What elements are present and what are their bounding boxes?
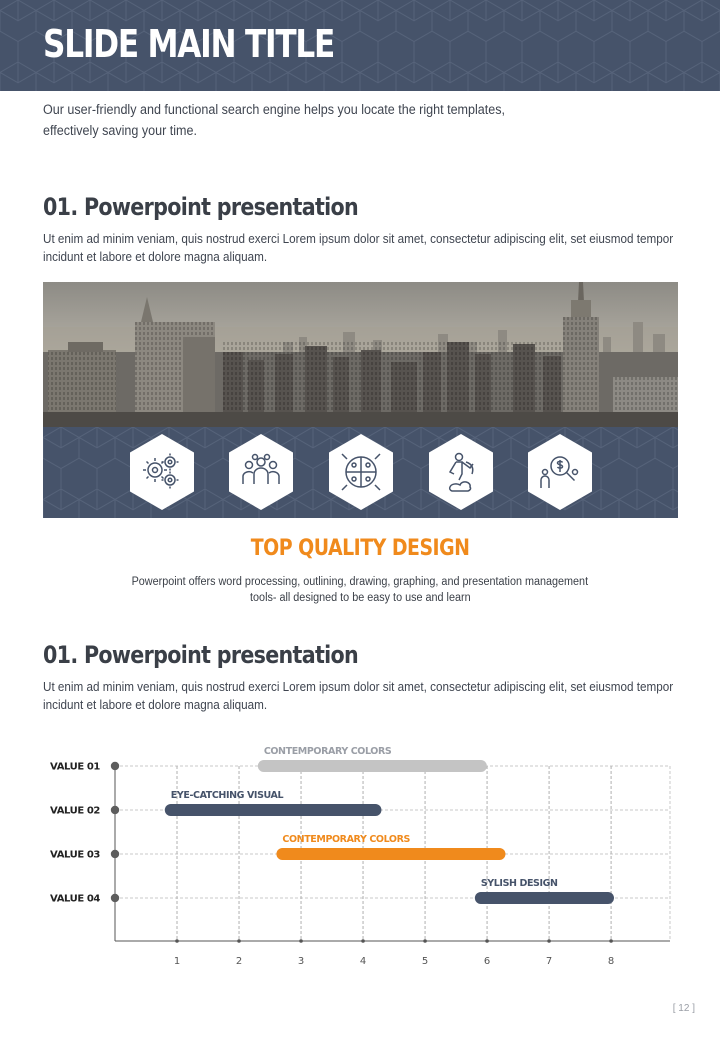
intro-line: Our user-friendly and functional search engine helps you locate the right templates, bbox=[43, 102, 506, 117]
x-tick bbox=[175, 939, 179, 943]
feature-title bbox=[0, 536, 720, 561]
feature-body bbox=[0, 574, 720, 606]
intro-line: effectively saving your time. bbox=[43, 123, 197, 138]
x-tick-label: 6 bbox=[483, 956, 491, 967]
bar-label: SYLISH DESIGN bbox=[480, 878, 558, 889]
bar-label: CONTEMPORARY COLORS bbox=[263, 746, 392, 757]
category-marker bbox=[111, 894, 119, 902]
x-tick-label: 5 bbox=[421, 956, 429, 967]
x-tick bbox=[547, 939, 551, 943]
icon-band bbox=[43, 427, 678, 518]
gears-icon bbox=[127, 432, 197, 512]
category-label: VALUE 04 bbox=[50, 893, 100, 905]
feature-body-line: tools- all designed to be easy to use and learn bbox=[249, 592, 471, 604]
section-title: 01. Powerpoint presentation bbox=[43, 193, 359, 221]
x-tick-label: 7 bbox=[545, 956, 553, 967]
x-tick-label: 3 bbox=[297, 956, 305, 967]
network-icon bbox=[326, 432, 396, 512]
category-label: VALUE 03 bbox=[50, 849, 100, 861]
feature-body-line: Powerpoint offers word processing, outlining, drawing, graphing, and presentation management bbox=[131, 576, 589, 588]
feature-title-text: TOP QUALITY DESIGN bbox=[250, 536, 470, 561]
city-skyline-image bbox=[43, 282, 678, 427]
section-body bbox=[43, 678, 679, 714]
bar-label: CONTEMPORARY COLORS bbox=[282, 834, 410, 845]
x-tick bbox=[423, 939, 427, 943]
section-body-line: Ut enim ad minim veniam, quis nostrud exerci Lorem ipsum dolor sit amet, consectetur adipiscing elit, set eiusmod tempor bbox=[43, 232, 674, 246]
x-tick bbox=[485, 939, 489, 943]
page-number: [ 12 ] bbox=[672, 1003, 695, 1014]
money-search-icon bbox=[525, 432, 595, 512]
category-label: VALUE 01 bbox=[50, 761, 100, 773]
x-tick-label: 1 bbox=[173, 956, 181, 967]
x-tick bbox=[299, 939, 303, 943]
bar-label: EYE-CATCHING VISUAL bbox=[170, 790, 284, 801]
slide-title: SLIDE MAIN TITLE bbox=[43, 22, 335, 66]
team-icon bbox=[226, 432, 296, 512]
section-body-line: incidunt et labore et dolore magna aliquam. bbox=[43, 698, 268, 712]
intro-text bbox=[43, 99, 564, 141]
x-tick-label: 4 bbox=[359, 956, 367, 967]
header-banner bbox=[0, 0, 720, 91]
category-marker bbox=[111, 806, 119, 814]
category-marker bbox=[111, 762, 119, 770]
superhero-icon bbox=[426, 432, 496, 512]
x-tick bbox=[609, 939, 613, 943]
x-tick-label: 2 bbox=[235, 956, 243, 967]
section-body-line: incidunt et labore et dolore magna aliquam. bbox=[43, 250, 268, 264]
category-label: VALUE 02 bbox=[50, 805, 100, 817]
x-tick bbox=[237, 939, 241, 943]
range-bar-chart bbox=[0, 735, 720, 975]
category-marker bbox=[111, 850, 119, 858]
x-tick bbox=[361, 939, 365, 943]
section-body-line: Ut enim ad minim veniam, quis nostrud exerci Lorem ipsum dolor sit amet, consectetur adipiscing elit, set eiusmod tempor bbox=[43, 680, 674, 694]
x-tick-label: 8 bbox=[607, 956, 615, 967]
section-title: 01. Powerpoint presentation bbox=[43, 641, 359, 669]
section-body bbox=[43, 230, 679, 266]
